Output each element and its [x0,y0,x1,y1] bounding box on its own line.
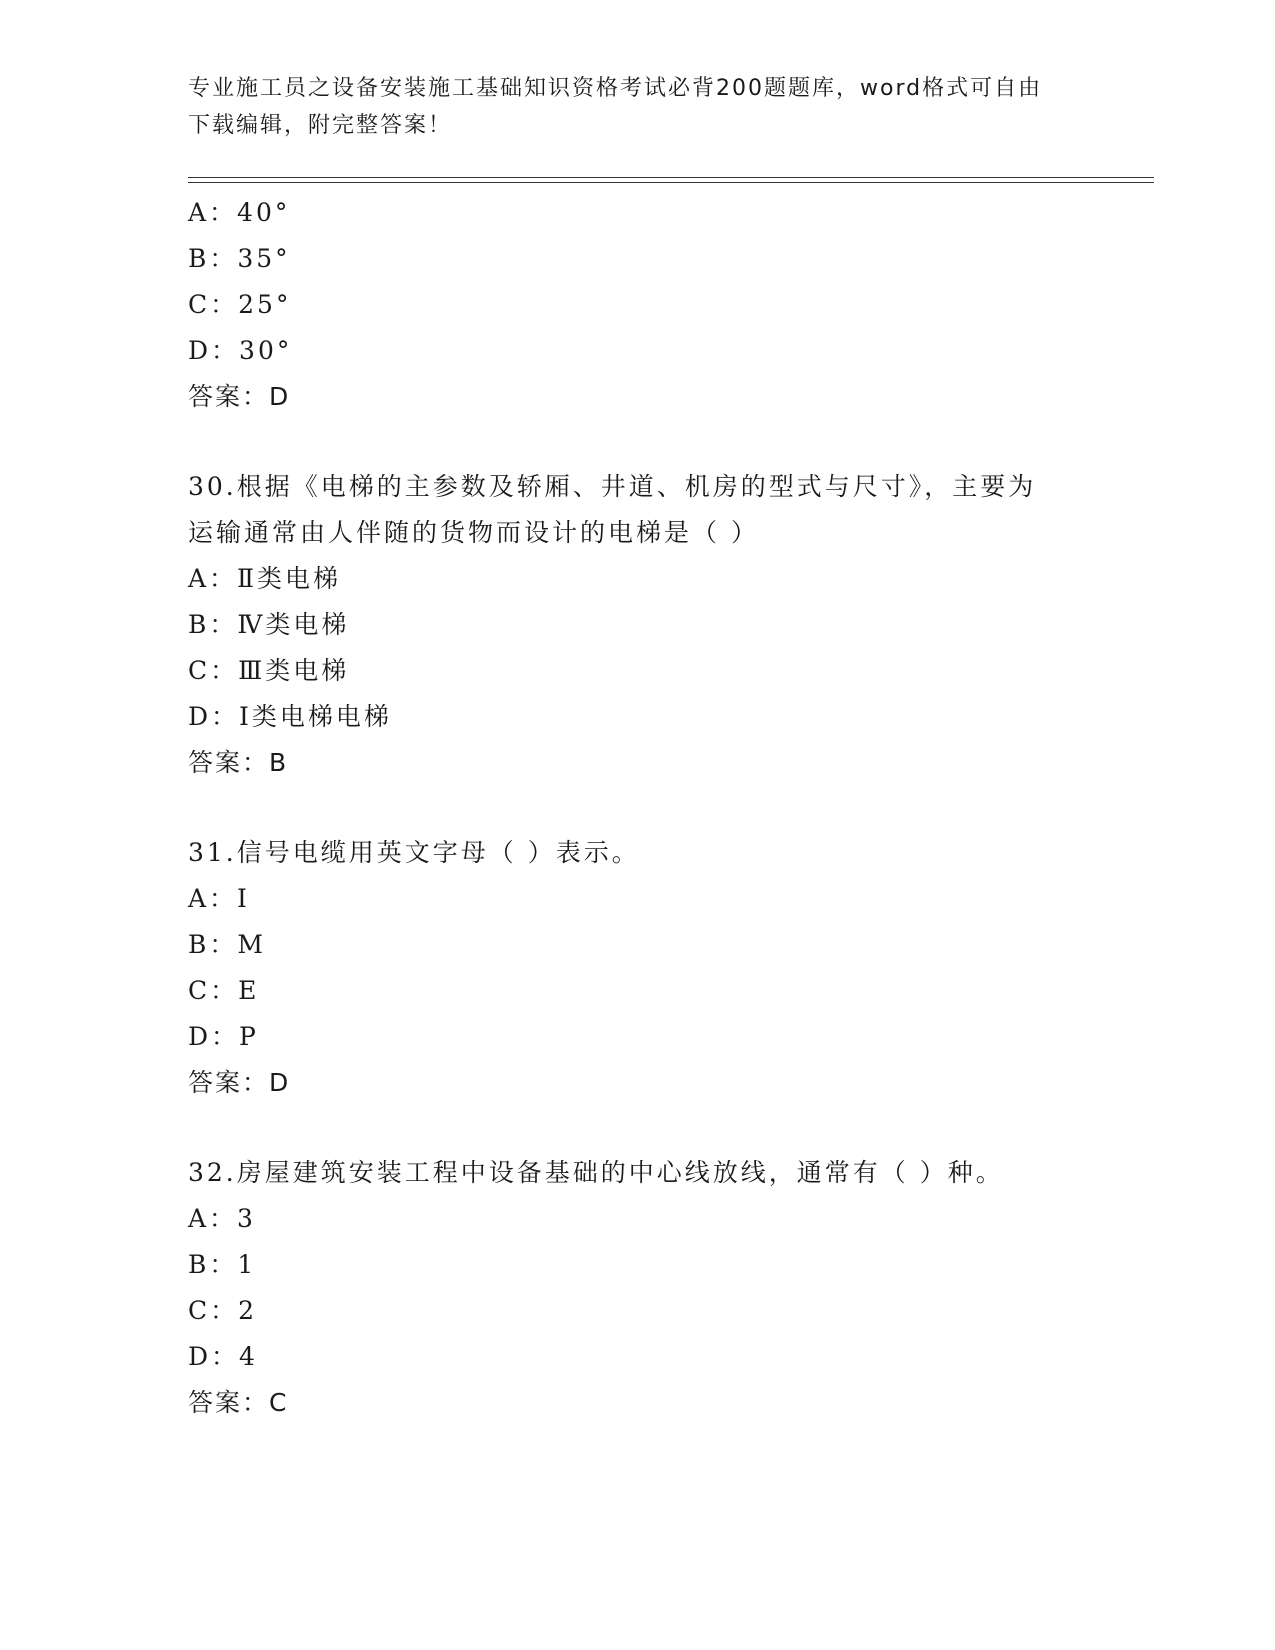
question-stem: 30.根据《电梯的主参数及轿厢、井道、机房的型式与尺寸》，主要为 [188,472,1037,501]
option-b: B：1 [188,1250,257,1279]
option-b: B：35° [188,244,291,273]
header-line-1: 专业施工员之设备安装施工基础知识资格考试必背200题题库，word格式可自由 [188,76,1043,101]
option-c: C：25° [188,290,292,319]
option-a: A：40° [188,198,291,227]
document-header [188,70,1088,144]
question-30 [188,464,1088,786]
option-a: A：Ⅱ类电梯 [188,564,342,593]
answer: 答案：B [188,748,289,777]
option-d: D：P [188,1022,259,1051]
option-c: C：Ⅲ类电梯 [188,656,350,685]
question-stem: 32.房屋建筑安装工程中设备基础的中心线放线，通常有（ ）种。 [188,1158,1004,1187]
header-divider-top [188,177,1154,178]
answer: 答案：D [188,382,291,411]
question-stem: 31.信号电缆用英文字母（ ）表示。 [188,838,640,867]
option-a: A：I [188,884,250,913]
option-c: C：2 [188,1296,258,1325]
question-32 [188,1150,1088,1426]
option-b: B：Ⅳ类电梯 [188,610,350,639]
spacer [188,1106,1088,1150]
question-29 [188,190,1088,420]
option-d: D：4 [188,1342,258,1371]
header-divider-bottom [188,182,1154,183]
answer: 答案：D [188,1068,291,1097]
option-a: A：3 [188,1204,256,1233]
spacer [188,420,1088,464]
option-d: D：30° [188,336,293,365]
option-d: D：Ⅰ类电梯电梯 [188,702,392,731]
question-31 [188,830,1088,1106]
option-c: C：E [188,976,260,1005]
option-b: B：M [188,930,266,959]
answer: 答案：C [188,1388,289,1417]
question-stem-continued: 运输通常由人伴随的货物而设计的电梯是（ ） [188,518,759,547]
spacer [188,786,1088,830]
header-line-2: 下载编辑，附完整答案！ [188,113,453,138]
question-list [188,190,1088,1426]
